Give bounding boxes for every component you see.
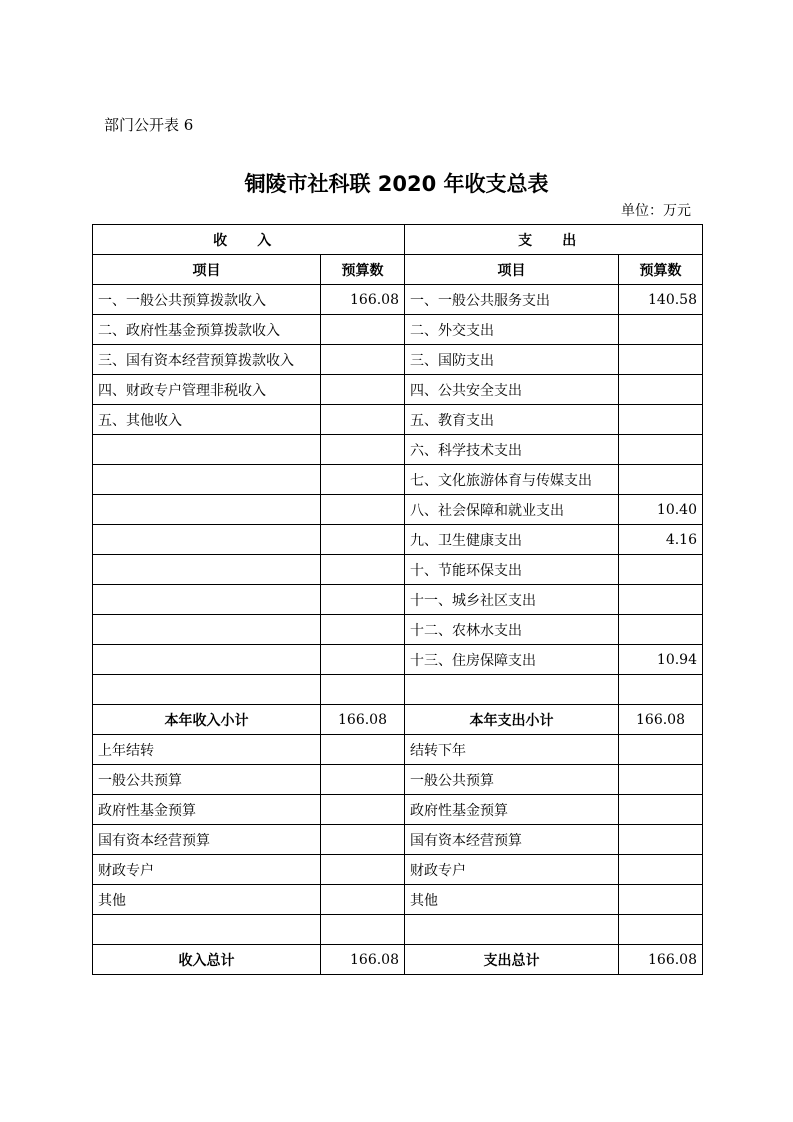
expense-item-cell: 九、卫生健康支出 xyxy=(405,525,619,555)
income-carry-value xyxy=(321,795,405,825)
income-item-cell xyxy=(93,615,321,645)
expense-carry-cell: 政府性基金预算 xyxy=(405,795,619,825)
income-subtotal-value: 166.08 xyxy=(321,705,405,735)
expense-carry-value xyxy=(619,885,703,915)
expense-carry-value xyxy=(619,735,703,765)
table-row xyxy=(93,825,703,855)
expense-item-cell: 十二、农林水支出 xyxy=(405,615,619,645)
table-row xyxy=(93,465,703,495)
expense-item-cell xyxy=(405,675,619,705)
table-section-header-row xyxy=(93,225,703,255)
expense-heading: 支 出 xyxy=(405,225,703,255)
expense-value-cell: 10.94 xyxy=(619,645,703,675)
expense-value-cell xyxy=(619,675,703,705)
income-value-cell xyxy=(321,345,405,375)
income-item-cell xyxy=(93,435,321,465)
expense-total-value: 166.08 xyxy=(619,945,703,975)
income-item-cell: 一、一般公共预算拨款收入 xyxy=(93,285,321,315)
income-item-cell xyxy=(93,525,321,555)
expense-carry-value xyxy=(619,915,703,945)
expense-subtotal-label: 本年支出小计 xyxy=(405,705,619,735)
expense-value-cell: 4.16 xyxy=(619,525,703,555)
income-total-value: 166.08 xyxy=(321,945,405,975)
expense-item-cell: 十一、城乡社区支出 xyxy=(405,585,619,615)
table-row xyxy=(93,765,703,795)
income-carry-value xyxy=(321,765,405,795)
expense-item-cell: 七、文化旅游体育与传媒支出 xyxy=(405,465,619,495)
income-carry-value xyxy=(321,735,405,765)
expense-carry-cell: 一般公共预算 xyxy=(405,765,619,795)
table-column-header-row xyxy=(93,255,703,285)
subtotal-row xyxy=(93,705,703,735)
income-carry-cell: 其他 xyxy=(93,885,321,915)
income-item-cell: 五、其他收入 xyxy=(93,405,321,435)
income-item-cell xyxy=(93,465,321,495)
income-carry-value xyxy=(321,855,405,885)
table-row xyxy=(93,615,703,645)
income-value-cell xyxy=(321,525,405,555)
expense-carry-cell: 财政专户 xyxy=(405,855,619,885)
expense-carry-cell: 国有资本经营预算 xyxy=(405,825,619,855)
expense-value-cell xyxy=(619,435,703,465)
income-total-label: 收入总计 xyxy=(93,945,321,975)
expense-carry-value xyxy=(619,855,703,885)
income-item-cell xyxy=(93,495,321,525)
income-carry-cell: 上年结转 xyxy=(93,735,321,765)
unit-label: 单位：万元 xyxy=(621,203,691,219)
income-value-cell xyxy=(321,585,405,615)
income-carry-cell xyxy=(93,915,321,945)
income-carry-value xyxy=(321,885,405,915)
income-value-cell xyxy=(321,405,405,435)
income-item-cell xyxy=(93,645,321,675)
income-item-cell: 二、政府性基金预算拨款收入 xyxy=(93,315,321,345)
expense-item-cell: 四、公共安全支出 xyxy=(405,375,619,405)
expense-item-header: 项目 xyxy=(405,255,619,285)
document-label: 部门公开表 6 xyxy=(104,116,194,134)
budget-summary-table xyxy=(92,224,703,975)
expense-total-label: 支出总计 xyxy=(405,945,619,975)
income-value-cell xyxy=(321,675,405,705)
table-row xyxy=(93,645,703,675)
income-value-cell xyxy=(321,555,405,585)
table-row xyxy=(93,795,703,825)
table-row xyxy=(93,285,703,315)
expense-value-cell xyxy=(619,375,703,405)
table-row xyxy=(93,375,703,405)
table-row xyxy=(93,915,703,945)
income-budget-header: 预算数 xyxy=(321,255,405,285)
table-row xyxy=(93,405,703,435)
table-row xyxy=(93,435,703,465)
expense-carry-cell xyxy=(405,915,619,945)
income-item-cell: 三、国有资本经营预算拨款收入 xyxy=(93,345,321,375)
income-item-cell: 四、财政专户管理非税收入 xyxy=(93,375,321,405)
table-row xyxy=(93,345,703,375)
expense-item-cell: 二、外交支出 xyxy=(405,315,619,345)
expense-value-cell xyxy=(619,585,703,615)
table-row xyxy=(93,675,703,705)
expense-value-cell xyxy=(619,345,703,375)
income-value-cell xyxy=(321,465,405,495)
table-row xyxy=(93,555,703,585)
table-row xyxy=(93,855,703,885)
expense-item-cell: 六、科学技术支出 xyxy=(405,435,619,465)
total-row xyxy=(93,945,703,975)
income-item-cell xyxy=(93,585,321,615)
table-row xyxy=(93,315,703,345)
expense-carry-value xyxy=(619,795,703,825)
income-carry-value xyxy=(321,825,405,855)
table-row xyxy=(93,735,703,765)
expense-item-cell: 五、教育支出 xyxy=(405,405,619,435)
expense-carry-cell: 其他 xyxy=(405,885,619,915)
income-carry-cell: 财政专户 xyxy=(93,855,321,885)
expense-item-cell: 三、国防支出 xyxy=(405,345,619,375)
document-title: 铜陵市社科联 2020 年收支总表 xyxy=(244,172,549,196)
income-value-cell xyxy=(321,645,405,675)
expense-value-cell: 10.40 xyxy=(619,495,703,525)
expense-value-cell xyxy=(619,555,703,585)
table-row xyxy=(93,495,703,525)
expense-carry-cell: 结转下年 xyxy=(405,735,619,765)
expense-value-cell xyxy=(619,615,703,645)
income-heading: 收 入 xyxy=(93,225,405,255)
table-row xyxy=(93,585,703,615)
income-item-header: 项目 xyxy=(93,255,321,285)
table-row xyxy=(93,885,703,915)
income-carry-cell: 一般公共预算 xyxy=(93,765,321,795)
table-row xyxy=(93,525,703,555)
income-item-cell xyxy=(93,675,321,705)
income-value-cell xyxy=(321,375,405,405)
expense-item-cell: 十三、住房保障支出 xyxy=(405,645,619,675)
income-carry-cell: 国有资本经营预算 xyxy=(93,825,321,855)
income-value-cell xyxy=(321,495,405,525)
expense-value-cell: 140.58 xyxy=(619,285,703,315)
expense-item-cell: 八、社会保障和就业支出 xyxy=(405,495,619,525)
income-value-cell xyxy=(321,435,405,465)
expense-carry-value xyxy=(619,765,703,795)
expense-item-cell: 十、节能环保支出 xyxy=(405,555,619,585)
income-carry-cell: 政府性基金预算 xyxy=(93,795,321,825)
income-value-cell xyxy=(321,315,405,345)
expense-value-cell xyxy=(619,405,703,435)
income-value-cell xyxy=(321,615,405,645)
income-item-cell xyxy=(93,555,321,585)
expense-carry-value xyxy=(619,825,703,855)
income-subtotal-label: 本年收入小计 xyxy=(93,705,321,735)
income-value-cell: 166.08 xyxy=(321,285,405,315)
expense-value-cell xyxy=(619,465,703,495)
expense-subtotal-value: 166.08 xyxy=(619,705,703,735)
income-carry-value xyxy=(321,915,405,945)
expense-item-cell: 一、一般公共服务支出 xyxy=(405,285,619,315)
expense-value-cell xyxy=(619,315,703,345)
expense-budget-header: 预算数 xyxy=(619,255,703,285)
